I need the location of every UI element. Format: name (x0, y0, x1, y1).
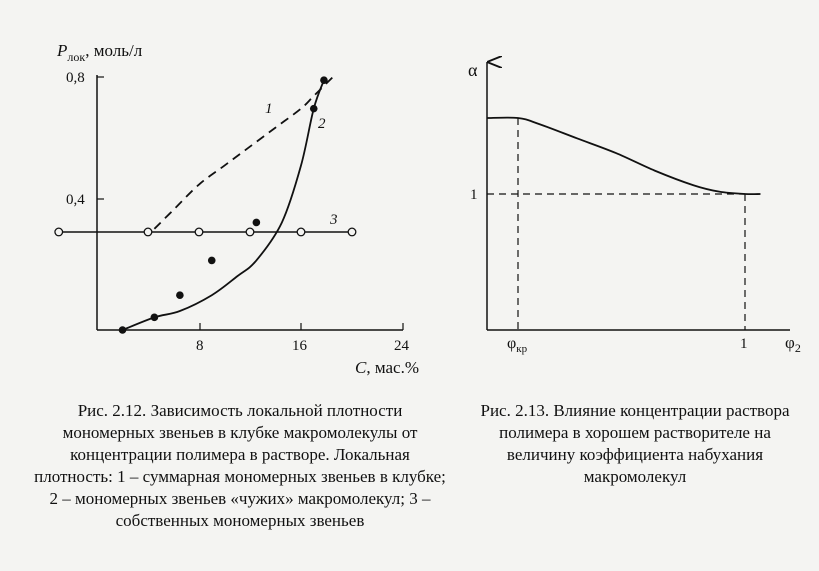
fig1-series-2-point (253, 219, 261, 227)
fig1-xtick-24: 24 (394, 338, 409, 354)
fig1-series-2-markers (119, 76, 328, 333)
figure-2 (468, 60, 801, 355)
fig2-ytick-1: 1 (470, 187, 478, 203)
fig1-series-2-point (310, 105, 318, 113)
fig2-ylabel: α (468, 60, 478, 80)
fig1-curve-label-3: 3 (330, 212, 338, 228)
figure-2-caption (470, 400, 800, 488)
fig1-series-3-point (195, 228, 203, 236)
figure-1-caption-text: Зависимость локальной плотности мономерных звеньев в клубке макромолекулы от концентрации полимера в растворе. Локальная плотность: 1 – суммарная мономерных звеньев в клубке; 2 – мономерных звеньев «чужих» макромолекул; 3 – собственных мономерных звеньев (34, 401, 446, 530)
fig2-series-line (487, 118, 760, 195)
fig1-series-2-point (320, 76, 328, 84)
fig1-series-1-line (154, 77, 333, 229)
fig1-curve-label-2: 2 (318, 116, 326, 132)
figure-1-caption (30, 400, 450, 532)
fig1-series-3-point (55, 228, 63, 236)
figure-1-caption-label: Рис. 2.12. (77, 401, 147, 420)
fig1-xtick-16: 16 (292, 338, 307, 354)
fig1-ylabel: $P_{лок}$, моль/л (57, 41, 143, 64)
fig1-series-2-point (119, 326, 127, 334)
figure-2-caption-text: Влияние концентрации раствора полимера в хорошем растворителе на величину коэффициента набухания макромолекул (499, 401, 790, 486)
fig1-ytick-08: 0,8 (66, 70, 85, 86)
fig2-xtick-1: 1 (740, 336, 748, 352)
fig1-series-3-point (144, 228, 152, 236)
fig1-series-3-point (348, 228, 356, 236)
fig1-xlabel: C, мас.% (355, 358, 419, 377)
figure-2-caption-label: Рис. 2.13. (480, 401, 550, 420)
fig1-series-2-line (123, 80, 324, 330)
fig1-series-2-point (208, 257, 216, 265)
fig1-series-2-point (151, 314, 159, 322)
fig1-series-3-point (246, 228, 254, 236)
figure-1 (55, 41, 419, 377)
fig1-series-3-point (297, 228, 305, 236)
fig2-xtick-crit: $\varphi_{кр}$ (507, 335, 528, 355)
fig1-xtick-8: 8 (196, 338, 204, 354)
fig1-series-2-point (176, 291, 184, 299)
fig1-ytick-04: 0,4 (66, 192, 85, 208)
fig1-curve-label-1: 1 (265, 101, 273, 117)
fig2-xlabel: $\varphi_2$ (785, 333, 801, 355)
